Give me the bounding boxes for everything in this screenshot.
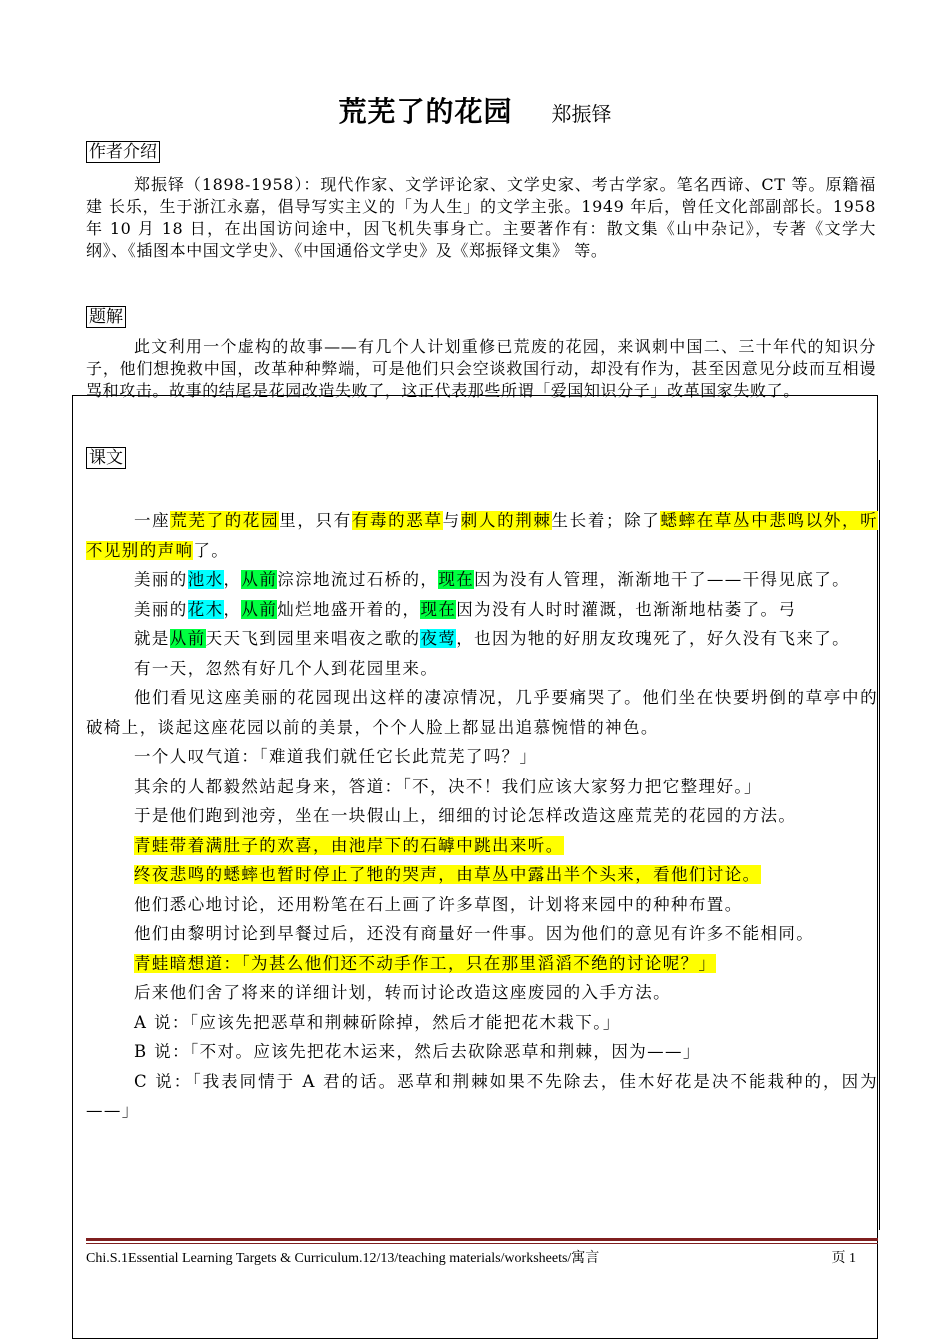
lesson-paragraph: [86, 1008, 878, 1038]
lesson-paragraph: [86, 506, 878, 565]
text-run: 就是: [134, 629, 170, 648]
lesson-paragraph: [86, 949, 878, 979]
text-run: 一座: [134, 511, 171, 530]
lesson-paragraph: [86, 654, 878, 684]
footer-rule-thick: [86, 1238, 878, 1241]
lesson-paragraph: [86, 831, 878, 861]
intro-text: 郑振铎（1898-1958）：现代作家、文学评论家、文学史家、考古学家。笔名西谛、CT 等。原籍福建 长乐，生于浙江永嘉，倡导写实主义的「为人生」的文学主张。1949 年后，曾任文化部副部长。1958 年 10 月 18 日，在出国访问途中，因飞机失事身亡。主要著作有：散文集《山中杂记》，专著《文学大纲》、《插图本中国文学史》、《中国通俗文学史》及《郑振铎文集》 等。: [86, 175, 876, 260]
lesson-paragraph: [86, 978, 878, 1008]
highlighted-phrase: 从前: [241, 599, 278, 619]
text-run: 了。: [193, 540, 230, 560]
highlighted-phrase: 刺人的荆棘: [460, 511, 552, 530]
lesson-paragraph: [86, 890, 878, 920]
highlighted-phrase: 荒芜了的花园: [170, 511, 280, 530]
text-run: 淙淙地流过石桥的，: [277, 570, 439, 589]
title-row: [0, 90, 950, 130]
lesson-paragraph: [86, 860, 878, 890]
text-run: 他们由黎明讨论到早餐过后，还没有商量好一件事。因为他们的意见有许多不能相同。: [134, 924, 815, 943]
text-run: 里，只有: [279, 511, 352, 530]
highlighted-phrase: 从前: [241, 570, 278, 589]
text-run: 他们看见这座美丽的花园现出这样的凄凉情况，几乎要痛哭了。他们坐在快要坍倒的草亭中的破椅上，谈起这座花园以前的美景，个个人脸上都显出追慕惋惜的神色。: [86, 688, 878, 737]
highlighted-phrase: 蟋蟀在草丛中悲鸣以外，听不见别的声响: [86, 511, 879, 560]
highlighted-phrase: 现在: [420, 599, 457, 619]
text-run: 与: [442, 511, 461, 530]
text-run: ，也因为牠的好朋友玫瑰死了，好久没有飞来了。: [456, 629, 851, 648]
lesson-paragraph: [86, 624, 878, 654]
text-run: B 说：「不对。应该先把花木运来，然后去砍除恶草和荆棘，因为——」: [134, 1042, 701, 1061]
highlighted-phrase: 从前: [169, 629, 206, 648]
lesson-paragraph: [86, 565, 878, 595]
lesson-paragraph: [86, 772, 878, 802]
text-run: 他们悉心地讨论，还用粉笔在石上画了许多草图，计划将来园中的种种布置。: [134, 894, 743, 914]
highlighted-phrase: 终夜悲鸣的蟋蟀也暂时停止了牠的哭声，由草丛中露出半个头来，看他们讨论。: [134, 865, 761, 884]
lesson-paragraph: [86, 595, 878, 625]
text-run: 有一天，忽然有好几个人到花园里来。: [134, 658, 439, 678]
text-run: A 说：「应该先把恶草和荆棘斫除掉，然后才能把花木栽下。」: [134, 1012, 621, 1032]
lesson-paragraph: [86, 1037, 878, 1067]
explanation-heading: 题解: [86, 306, 126, 328]
text-run: 美丽的: [134, 599, 188, 619]
text-run: 于是他们跑到池旁，坐在一块假山上，细细的讨论怎样改造这座荒芜的花园的方法。: [134, 806, 797, 825]
text-run: 灿烂地盛开着的，: [277, 599, 421, 619]
text-run: ，: [223, 599, 242, 619]
highlighted-phrase: 池水: [187, 570, 224, 589]
highlighted-phrase: 花木: [187, 599, 224, 619]
text-run: 因为没有人时时灌溉，也渐渐地枯萎了。弓: [456, 599, 797, 619]
highlighted-phrase: 夜莺: [420, 629, 457, 648]
text-run: ，: [223, 570, 242, 589]
text-run: 其余的人都毅然站起身来，答道：「不，决不！我们应该大家努力把它整理好。」: [134, 776, 762, 796]
text-heading: 课文: [86, 447, 126, 469]
highlighted-phrase: 青蛙暗想道：「为甚么他们还不动手作工，只在那里滔滔不绝的讨论呢？」: [134, 953, 717, 973]
text-run: 天天飞到园里来唱夜之歌的: [205, 629, 421, 648]
page-title: 荒芜了的花园: [338, 95, 513, 128]
highlighted-phrase: 有毒的恶草: [351, 511, 443, 530]
highlighted-phrase: 现在: [438, 570, 475, 589]
lesson-paragraph: [86, 919, 878, 949]
highlighted-phrase: 青蛙带着满肚子的欢喜，由池岸下的石罅中跳出来听。: [134, 835, 564, 855]
text-run: 后来他们舍了将来的详细计划，转而讨论改造这座废园的入手方法。: [134, 983, 671, 1002]
lesson-paragraph: [86, 1067, 878, 1126]
explanation-text: 此文利用一个虚构的故事——有几个人计划重修已荒废的花园，来讽刺中国二、三十年代的知识分子，他们想挽救中国，改革种种弊端，可是他们只会空谈救国行动，却没有作为，甚至因意见分歧而互相谩骂和攻击。故事的结尾是花园改造失败了，这正代表那些所谓「爱国知识分子」改革国家失败了。: [86, 337, 876, 400]
text-run: 因为没有人管理，渐渐地干了——干得见底了。: [474, 570, 851, 589]
lesson-paragraph: [86, 801, 878, 831]
author-name: 郑振铎: [551, 102, 612, 126]
text-run: 一个人叹气道：「难道我们就任它长此荒芜了吗？」: [134, 747, 538, 766]
footer-path: Chi.S.1Essential Learning Targets & Curriculum.12/13/teaching materials/worksheets/寓言: [86, 1251, 600, 1266]
text-run: C 说：「我表同情于 A 君的话。恶草和荆棘如果不先除去，佳木好花是决不能栽种的，因为——」: [86, 1071, 878, 1120]
footer-page-number: 页 1: [831, 1251, 856, 1266]
text-run: 美丽的: [134, 570, 188, 589]
footer-rule-thin: [86, 1243, 878, 1244]
text-run: 生长着；除了: [551, 511, 661, 530]
lesson-paragraph: [86, 683, 878, 742]
lesson-paragraph: [86, 742, 878, 772]
lesson-text: [86, 506, 878, 1126]
intro-heading: 作者介绍: [86, 141, 160, 163]
